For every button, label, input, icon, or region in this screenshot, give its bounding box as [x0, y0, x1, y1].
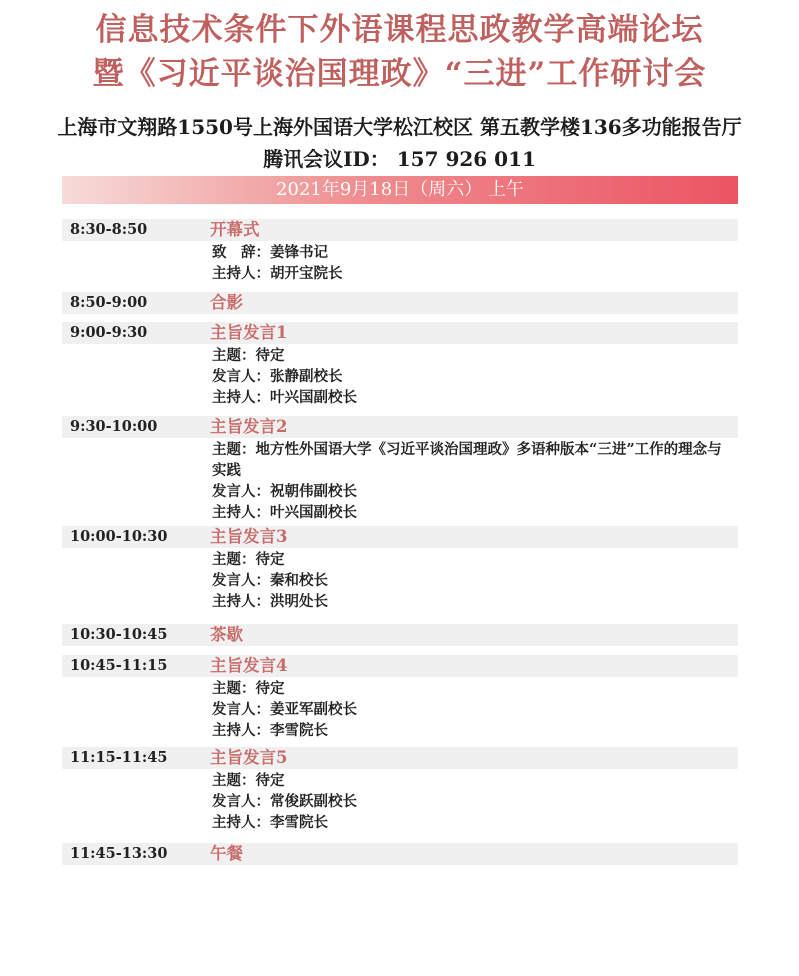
session-detail-line: 主题：待定	[212, 772, 285, 789]
session-title: 主旨发言4	[210, 656, 288, 675]
session-title: 主旨发言1	[210, 323, 288, 342]
session-detail-line: 发言人：姜亚军副校长	[212, 701, 357, 718]
session-title: 开幕式	[210, 220, 260, 239]
session-detail-line: 主持人：胡开宝院长	[212, 265, 343, 282]
session-detail-line: 致 辞：姜锋书记	[212, 244, 328, 261]
session-title: 合影	[210, 293, 243, 312]
date-banner: 2021年9月18日（周六） 上午	[62, 176, 738, 204]
session-time: 10:45-11:15	[70, 657, 168, 674]
venue-address: 上海市文翔路1550号上海外国语大学松江校区 第五教学楼136多功能报告厅	[57, 115, 742, 139]
page-title-line-2: 暨《习近平谈治国理政》“三进”工作研讨会	[92, 56, 707, 92]
session-detail-line: 主持人：叶兴国副校长	[212, 504, 357, 521]
session-details	[212, 770, 732, 833]
session-details	[212, 242, 732, 284]
session-details	[212, 549, 732, 612]
page-title-line-1: 信息技术条件下外语课程思政教学高端论坛	[95, 12, 704, 48]
session-detail-line: 主题：待定	[212, 347, 285, 364]
session-detail-line: 发言人：秦和校长	[212, 572, 328, 589]
session-detail-line: 主题：地方性外国语大学《习近平谈治国理政》多语种版本“三进”工作的理念与实践	[212, 441, 722, 479]
session-title: 主旨发言5	[210, 748, 288, 767]
session-detail-line: 主题：待定	[212, 551, 285, 568]
session-details	[212, 678, 732, 741]
session-time: 11:15-11:45	[70, 749, 168, 766]
session-detail-line: 发言人：常俊跃副校长	[212, 793, 357, 810]
session-detail-line: 主持人：李雪院长	[212, 814, 328, 831]
session-detail-line: 主持人：李雪院长	[212, 722, 328, 739]
session-title: 午餐	[210, 844, 243, 863]
session-detail-line: 发言人：祝朝伟副校长	[212, 483, 357, 500]
session-time: 9:30-10:00	[70, 418, 158, 435]
session-title: 主旨发言3	[210, 527, 288, 546]
meeting-id: 腾讯会议ID： 157 926 011	[263, 147, 536, 171]
schedule-row-bar	[62, 416, 738, 438]
session-detail-line: 主题：待定	[212, 680, 285, 697]
schedule-row-bar	[62, 219, 738, 241]
session-detail-line: 主持人：叶兴国副校长	[212, 389, 357, 406]
session-title: 茶歇	[210, 625, 243, 644]
session-time: 10:00-10:30	[70, 528, 168, 545]
session-title: 主旨发言2	[210, 417, 288, 436]
session-detail-line: 发言人：张静副校长	[212, 368, 343, 385]
session-details	[212, 439, 732, 523]
session-time: 10:30-10:45	[70, 626, 168, 643]
session-details	[212, 345, 732, 408]
session-detail-line: 主持人：洪明处长	[212, 593, 328, 610]
session-time: 8:50-9:00	[70, 294, 148, 311]
session-time: 8:30-8:50	[70, 221, 148, 238]
schedule-row-bar	[62, 292, 738, 314]
schedule-row-bar	[62, 322, 738, 344]
session-time: 11:45-13:30	[70, 845, 168, 862]
session-time: 9:00-9:30	[70, 324, 148, 341]
